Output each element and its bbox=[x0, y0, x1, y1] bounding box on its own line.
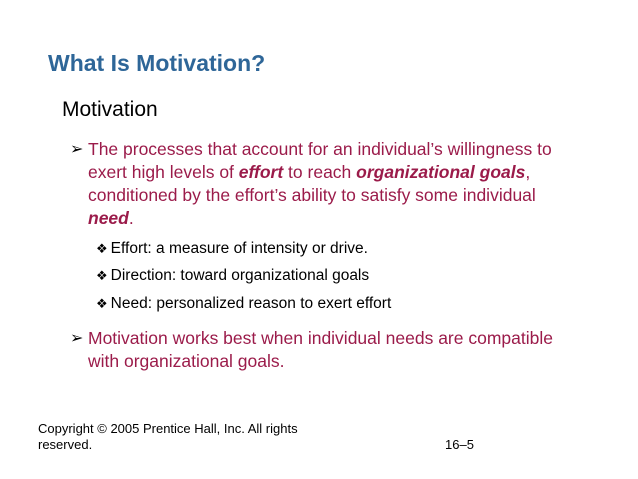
sub-bullet-text: Need: personalized reason to exert effort bbox=[110, 295, 392, 312]
arrow-bullet-icon: ➢ bbox=[70, 141, 84, 158]
bullet-text: Motivation works best when individual needs are compatible with organizational goals. bbox=[88, 328, 553, 371]
diamond-bullet-icon: ❖ bbox=[96, 296, 108, 311]
emphasis-need: need bbox=[88, 208, 129, 228]
diamond-bullet-icon: ❖ bbox=[96, 268, 108, 283]
sub-bullet-need bbox=[96, 295, 391, 313]
slide-heading: Motivation bbox=[62, 98, 158, 121]
copyright-notice: Copyright © 2005 Prentice Hall, Inc. All rights reserved. bbox=[38, 421, 298, 452]
bullet-text-part: , conditioned by the effort’s ability to satisfy some individual bbox=[88, 162, 536, 205]
sub-bullet-text: Direction: toward organizational goals bbox=[110, 267, 370, 284]
bullet-text-part: to reach bbox=[283, 162, 357, 182]
sub-bullet-effort bbox=[96, 240, 368, 258]
emphasis-effort: effort bbox=[238, 162, 284, 182]
bullet-text-part: . bbox=[128, 208, 134, 228]
emphasis-organizational-goals: organizational goals bbox=[356, 162, 526, 182]
diamond-bullet-icon: ❖ bbox=[96, 241, 108, 256]
sub-bullet-text: Effort: a measure of intensity or drive. bbox=[110, 240, 368, 257]
bullet-text-part: The processes that account for an individual’s willingness to exert high levels of bbox=[88, 139, 552, 182]
slide-title: What Is Motivation? bbox=[48, 50, 266, 76]
bullet-text bbox=[88, 138, 558, 230]
page-number: 16–5 bbox=[445, 437, 474, 452]
sub-bullet-direction bbox=[96, 267, 369, 285]
arrow-bullet-icon: ➢ bbox=[70, 330, 84, 347]
